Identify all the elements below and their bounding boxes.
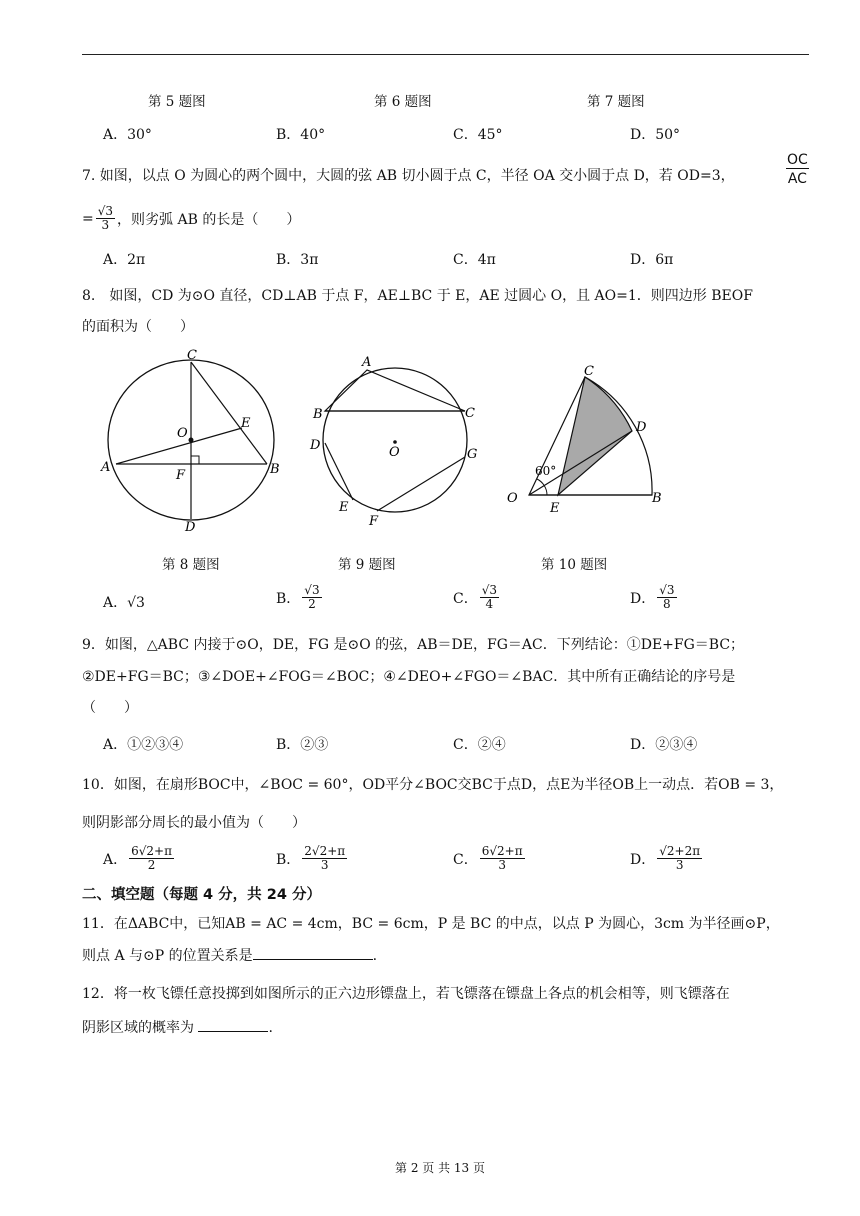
q10-option-b-letter: B．: [276, 851, 301, 868]
fig9-label-b: B: [313, 407, 323, 422]
q12-stem-line1: 12．将一枚飞镖任意投掷到如图所示的正六边形镖盘上，若飞镖落在镖盘上各点的机会相等，则飞镖落在: [82, 986, 730, 1002]
q6-option-b: B．40°: [276, 127, 326, 143]
q11-stem-line2: [82, 945, 377, 965]
q8-b-num: √3: [304, 583, 320, 597]
q10-b-den: 3: [320, 858, 329, 872]
caption-fig7: 第 7 题图: [587, 94, 645, 110]
figure-10-sector-diagram: [502, 365, 677, 515]
q10-option-a-letter: A．: [103, 851, 128, 868]
fig9-label-e: E: [339, 500, 349, 515]
q7-frac-numerator: OC: [787, 152, 808, 168]
q8-b-den: 2: [308, 597, 316, 611]
fig8-label-f: F: [176, 468, 186, 483]
q10-option-b: [276, 845, 349, 872]
fig8-label-b: B: [270, 462, 280, 477]
q10-option-a-fraction: [129, 845, 174, 872]
q8-option-c: [453, 584, 501, 611]
q9-option-b: B．②③: [276, 737, 329, 753]
fig8-label-e: E: [241, 416, 251, 431]
q10-option-c: [453, 845, 527, 872]
q8-d-den: 8: [663, 597, 671, 611]
q8-option-b-letter: B．: [276, 590, 301, 607]
fig8-label-a: A: [101, 460, 111, 475]
q9-option-c: C．②④: [453, 737, 506, 753]
q7-option-a: A．2π: [103, 252, 146, 268]
q11-stem-line1: 11．在ΔABC中，已知AB = AC = 4cm，BC = 6cm，P 是 BC 的中点，以点 P 为圆心，3cm 为半径画⊙P，: [82, 916, 780, 932]
q10-option-c-fraction: [480, 845, 525, 872]
q10-a-num: 6√2+π: [131, 844, 172, 858]
q10-option-c-letter: C．: [453, 851, 478, 868]
q7-stem-line2: [82, 205, 300, 232]
q8-option-d: [630, 584, 679, 611]
q9-stem-line2: ②DE+FG＝BC；③∠DOE+∠FOG＝∠BOC；④∠DEO+∠FGO＝∠BAC．其中所有正确结论的序号是: [82, 669, 736, 685]
fig8-label-o: O: [177, 426, 188, 441]
q10-option-d-fraction: [657, 845, 702, 872]
q10-b-num: 2√2+π: [304, 844, 346, 858]
q7-frac-den: 3: [101, 218, 110, 232]
q12-answer-blank[interactable]: [198, 1017, 268, 1032]
q10-stem-line1: 10．如图，在扇形BOC中，∠BOC = 60°，OD平分∠BOC交BC于点D，点E为半径OB上一动点．若OB = 3，: [82, 777, 784, 793]
q10-a-den: 2: [147, 858, 156, 872]
q10-d-den: 3: [675, 858, 684, 872]
q8-option-a: [103, 592, 145, 612]
q6-option-d: D．50°: [630, 127, 681, 143]
q8-option-c-letter: C．: [453, 590, 478, 607]
q10-option-d: [630, 845, 704, 872]
fig9-label-c: C: [465, 406, 475, 421]
fig10-label-d: D: [636, 420, 647, 435]
q8-c-den: 4: [485, 597, 494, 611]
fig9-label-a: A: [362, 355, 372, 370]
q8-option-a-letter: A．: [103, 595, 128, 611]
q10-stem-line2: 则阴影部分周长的最小值为（ ）: [82, 815, 306, 831]
fig9-label-f: F: [369, 514, 379, 529]
q9-option-d: D．②③④: [630, 737, 698, 753]
figure-8-circle-diagram: [96, 345, 296, 535]
fig10-label-b: B: [652, 491, 662, 506]
q12-stem-line2: [82, 1017, 273, 1037]
q8-option-c-fraction: [480, 584, 499, 611]
fig9-label-d: D: [310, 438, 321, 453]
q11-answer-blank[interactable]: [253, 945, 373, 960]
q6-option-c: C．45°: [453, 127, 503, 143]
caption-fig9: 第 9 题图: [338, 557, 396, 573]
fig10-label-o: O: [507, 491, 518, 506]
q8-option-d-fraction: [657, 584, 676, 611]
q8-option-b-fraction: [302, 584, 321, 611]
caption-fig10: 第 10 题图: [541, 557, 608, 573]
fig8-label-c: C: [187, 348, 197, 363]
q9-stem-line1: 9．如图，△ABC 内接于⊙O，DE，FG 是⊙O 的弦，AB＝DE，FG＝AC．下列结论：①DE+FG＝BC；: [82, 637, 745, 653]
q7-stem-tail: ，则劣弧 AB 的长是（ ）: [117, 211, 301, 228]
fig9-label-g: G: [467, 447, 478, 462]
header-rule: [82, 54, 809, 55]
q12-stem-text: 阴影区域的概率为: [82, 1020, 199, 1036]
q11-stem-text: 则点 A 与⊙P 的位置关系是: [82, 948, 253, 964]
q10-c-num: 6√2+π: [481, 844, 523, 858]
caption-fig5: 第 5 题图: [148, 94, 206, 110]
q8-d-num: √3: [659, 583, 675, 597]
q9-option-a: A．①②③④: [103, 737, 184, 753]
q8-option-a-value: √3: [127, 595, 145, 611]
caption-fig6: 第 6 题图: [374, 94, 432, 110]
q6-option-a: A．30°: [103, 127, 152, 143]
q8-option-b: [276, 584, 324, 611]
q7-option-c: C．4π: [453, 252, 496, 268]
q7-fraction-sqrt3-3: [96, 205, 115, 232]
q8-option-d-letter: D．: [630, 590, 656, 607]
fig10-label-e: E: [550, 501, 560, 515]
q7-equals: =: [82, 210, 94, 227]
q11-period: .: [372, 948, 378, 964]
q10-option-b-fraction: [302, 845, 347, 872]
q8-stem-line1: 8. 如图，CD 为⊙O 直径，CD⊥AB 于点 F，AE⊥BC 于 E，AE 过圆心 O，且 AO=1．则四边形 BEOF: [82, 288, 753, 304]
section-heading-fill-in: 二、填空题（每题 4 分，共 24 分）: [82, 887, 321, 903]
q8-c-num: √3: [481, 583, 497, 597]
q7-fraction-oc-ac: [786, 152, 809, 187]
fig9-label-o: O: [389, 445, 400, 460]
q10-option-a: [103, 845, 176, 872]
q12-period: .: [268, 1020, 273, 1036]
page-footer: 第 2 页 共 13 页: [395, 1161, 485, 1175]
q7-frac-num: √3: [97, 204, 114, 218]
q10-option-d-letter: D．: [630, 851, 656, 868]
figure-9-circle-diagram: [305, 348, 485, 530]
fig10-label-angle: 60°: [535, 464, 557, 478]
q7-stem-line1: 7. 如图，以点 O 为圆心的两个圆中，大圆的弦 AB 切小圆于点 C，半径 OA 交小圆于点 D，若 OD=3，: [82, 168, 735, 184]
q9-stem-line3: （ ）: [82, 700, 138, 716]
fig10-label-c: C: [584, 365, 594, 379]
q7-option-b: B．3π: [276, 252, 319, 268]
q7-option-d: D．6π: [630, 252, 674, 268]
fig8-label-d: D: [185, 520, 196, 535]
q10-d-num: √2+2π: [659, 844, 701, 858]
q7-frac-denominator: AC: [787, 171, 807, 187]
q10-c-den: 3: [498, 858, 506, 872]
q8-stem-line2: 的面积为（ ）: [82, 319, 194, 335]
caption-fig8: 第 8 题图: [162, 557, 220, 573]
